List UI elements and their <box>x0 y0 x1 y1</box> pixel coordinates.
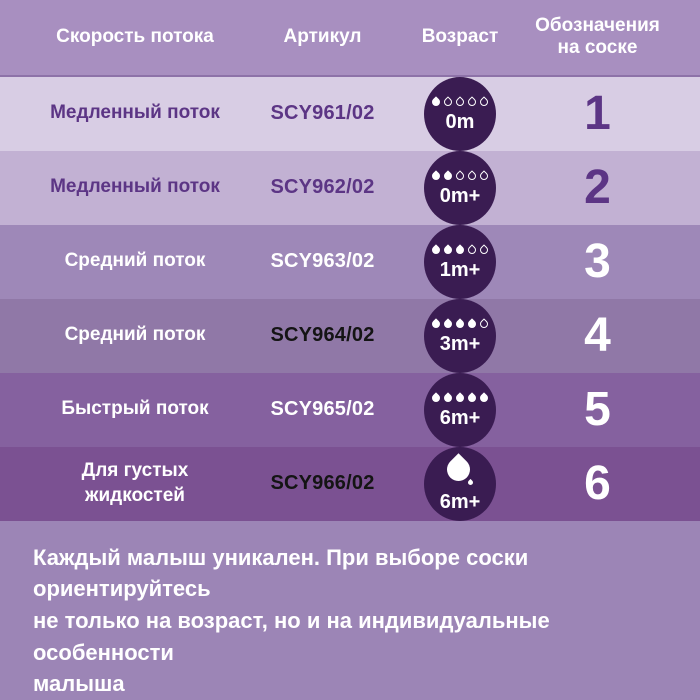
drop-filled-icon <box>430 96 441 107</box>
article-code: SCY963/02 <box>270 250 375 273</box>
drop-filled-icon <box>454 392 465 403</box>
footer-note-line: малыша <box>33 671 125 697</box>
age-label: 0m <box>445 110 475 133</box>
drop-filled-icon <box>430 392 441 403</box>
flow-speed-label: Медленный поток <box>50 102 220 124</box>
article-code: SCY965/02 <box>270 398 375 421</box>
drop-filled-icon <box>466 318 477 329</box>
article-code: SCY962/02 <box>270 176 375 199</box>
table-row <box>0 151 700 225</box>
flow-speed-label: Быстрый поток <box>61 398 209 420</box>
drop-outline-icon <box>478 96 489 107</box>
drop-filled-icon <box>442 392 453 403</box>
header-flow-speed: Скорость потока <box>56 25 214 47</box>
article-code: SCY961/02 <box>270 102 375 125</box>
drops-indicator <box>432 244 488 256</box>
age-badge <box>424 447 496 521</box>
drop-filled-icon <box>466 392 477 403</box>
marking-number: 2 <box>584 160 611 214</box>
drop-filled-icon <box>430 244 441 255</box>
age-label: 6m+ <box>439 406 481 429</box>
flow-speed-label: Средний поток <box>64 324 206 346</box>
drop-outline-icon <box>478 318 489 329</box>
header-age: Возраст <box>421 25 499 47</box>
drop-filled-icon <box>430 318 441 329</box>
header-article: Артикул <box>283 25 362 47</box>
flow-speed-label: Средний поток <box>64 250 206 272</box>
age-label: 6m+ <box>439 490 481 513</box>
marking-number: 5 <box>584 382 611 436</box>
drop-filled-icon <box>454 318 465 329</box>
marking-number: 3 <box>584 234 611 288</box>
drops-indicator <box>432 170 488 182</box>
table-row <box>0 373 700 447</box>
drop-outline-icon <box>454 170 465 181</box>
drop-filled-icon <box>430 170 441 181</box>
footer-note-section <box>0 521 700 700</box>
footer-note-line: Каждый малыш уникален. При выборе соски ориентируйтесь <box>33 544 529 602</box>
drop-outline-icon <box>466 96 477 107</box>
drop-outline-icon <box>454 96 465 107</box>
drop-outline-icon <box>466 170 477 181</box>
drop-filled-icon <box>442 318 453 329</box>
flow-speed-label: Медленный поток <box>50 176 220 198</box>
marking-number: 4 <box>584 308 611 362</box>
flow-speed-label: Для густых жидкостей <box>81 459 189 506</box>
age-badge <box>424 373 496 447</box>
marking-number: 1 <box>584 86 611 140</box>
drops-indicator <box>432 318 488 330</box>
footer-note-line: не только на возраст, но и на индивидуальные особенности <box>33 607 550 665</box>
drops-indicator <box>432 96 488 108</box>
header-marking: Обозначения на соске <box>535 14 660 59</box>
age-badge <box>424 151 496 225</box>
table-row <box>0 299 700 373</box>
drop-outline-icon <box>478 244 489 255</box>
drop-filled-icon <box>454 244 465 255</box>
age-label: 1m+ <box>439 258 481 281</box>
drops-indicator <box>432 392 488 404</box>
drop-filled-icon <box>478 392 489 403</box>
article-code: SCY964/02 <box>270 324 375 347</box>
table-header <box>0 0 700 77</box>
table-row <box>0 447 700 521</box>
age-badge <box>424 299 496 373</box>
thick-liquid-drop-icon <box>441 456 479 488</box>
drop-filled-icon <box>442 244 453 255</box>
age-label: 3m+ <box>439 332 481 355</box>
age-badge <box>424 77 496 151</box>
drop-filled-icon <box>442 170 453 181</box>
age-badge <box>424 225 496 299</box>
drop-outline-icon <box>478 170 489 181</box>
drop-outline-icon <box>442 96 453 107</box>
marking-number: 6 <box>584 456 611 510</box>
table-row <box>0 225 700 299</box>
article-code: SCY966/02 <box>270 472 375 495</box>
table-row <box>0 77 700 151</box>
drop-outline-icon <box>466 244 477 255</box>
age-label: 0m+ <box>439 184 481 207</box>
